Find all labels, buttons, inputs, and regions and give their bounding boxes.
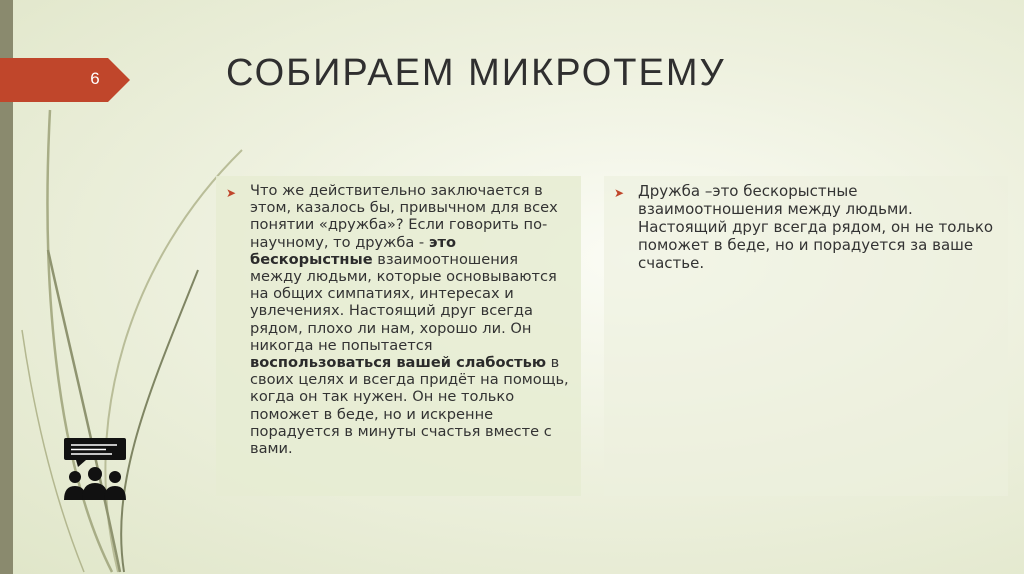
right-paragraph: Дружба –это бескорыстные взаимоотношения между людьми. Настоящий друг всегда рядом, он не только поможет в беде, но и порадуется за ваше счастье.: [638, 182, 994, 272]
left-text-part1: Что же действительно заключается в этом, казалось бы, привычном для всех понятии «дружба»? Если говорить по-научному, то дружба -: [250, 182, 558, 251]
slide-number-tab: [0, 58, 130, 102]
arrow-bullet-icon: ➤: [614, 186, 625, 200]
group-discussion-icon: [62, 436, 128, 502]
arrow-bullet-icon: ➤: [226, 186, 237, 200]
slide-title: СОБИРАЕМ МИКРОТЕМУ: [226, 52, 726, 94]
left-text-box: [216, 176, 581, 496]
left-bold-phrase-1: это бескорыстные: [250, 233, 456, 268]
slide-number: 6: [90, 69, 100, 88]
left-text-part3: в своих целях и всегда придёт на помощь, когда он так нужен. Он не только поможет в беде, но и искренне порадуется в минуты счастья вместе с вами.: [250, 354, 569, 458]
left-paragraph: [250, 182, 571, 457]
right-text-box: [604, 176, 1008, 496]
left-bold-phrase-2: воспользоваться вашей слабостью: [250, 354, 547, 372]
left-text-part2: взаимоотношения между людьми, которые основываются на общих симпатиях, интересах и увлечениях. Настоящий друг всегда рядом, плохо ли нам, хорошо ли. Он никогда не попытается: [250, 250, 557, 354]
